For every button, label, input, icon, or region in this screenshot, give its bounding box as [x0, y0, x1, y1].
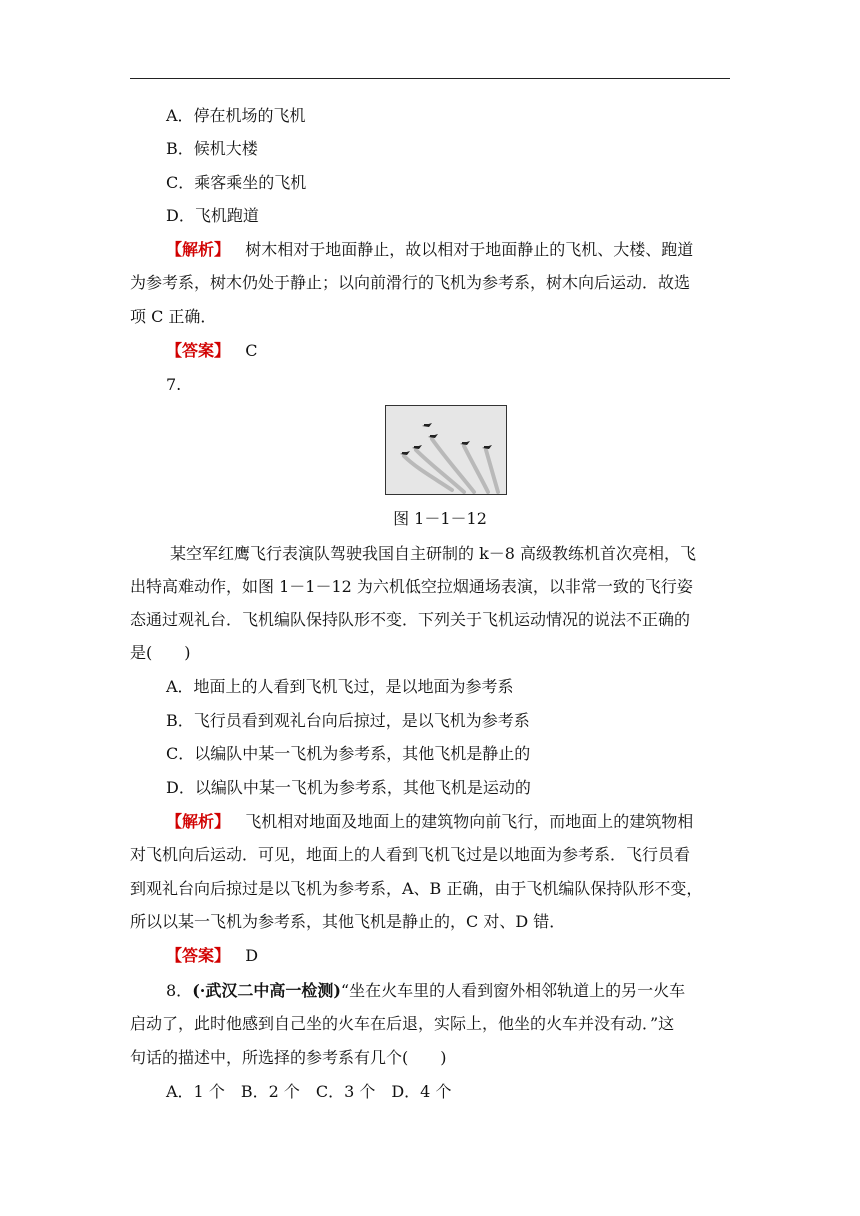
q8-options-line: A．1 个 B．2 个 C．3 个 D．4 个: [166, 1082, 452, 1101]
q7-answer: D: [245, 946, 259, 965]
q7-stem-line-2: 出特高难动作，如图 1－1－12 为六机低空拉烟通场表演，以非常一致的飞行姿: [130, 577, 693, 596]
q7-stem-line-1: 某空军红鹰飞行表演队驾驶我国自主研制的 k－8 高级教练机首次亮相，飞: [170, 544, 697, 563]
q6-option-a: A．停在机场的飞机: [166, 106, 306, 125]
q7-analysis-tag: 【解析】: [166, 812, 231, 831]
q7-option-d: D．以编队中某一飞机为参考系，其他飞机是运动的: [166, 778, 531, 797]
q7-analysis-line-1: 飞机相对地面及地面上的建筑物向前飞行，而地面上的建筑物相: [245, 812, 694, 831]
formation-flight-figure: [385, 405, 507, 495]
q6-analysis-line-1: 树木相对于地面静止，故以相对于地面静止的飞机、大楼、跑道: [245, 240, 694, 259]
jets-smoke-trail-image: [386, 406, 506, 494]
q8-stem-first-line: [166, 980, 685, 1002]
q6-analysis-tag: 【解析】: [166, 240, 231, 259]
q7-analysis-line-3: 到观礼台向后掠过是以飞机为参考系，A、B 正确，由于飞机编队保持队形不变，: [130, 879, 703, 898]
q6-option-c: C．乘客乘坐的飞机: [166, 173, 307, 192]
q7-number: 7.: [166, 375, 182, 394]
q7-stem-line-3: 态通过观礼台．飞机编队保持队形不变．下列关于飞机运动情况的说法不正确的: [130, 610, 691, 629]
q6-answer: C: [245, 341, 258, 360]
q7-analysis-line-2: 对飞机向后运动．可见，地面上的人看到飞机飞过是以地面为参考系．飞行员看: [130, 845, 691, 864]
q8-stem-line-3: 句话的描述中，所选择的参考系有几个( ): [130, 1048, 447, 1067]
q7-analysis-first-line: [166, 811, 693, 833]
q6-analysis-line-2: 为参考系，树木仍处于静止；以向前滑行的飞机为参考系，树木向后运动．故选: [130, 273, 691, 292]
q7-answer-tag: 【答案】: [166, 946, 231, 965]
q7-stem-line-4: 是( ): [130, 643, 191, 662]
header-rule: [130, 78, 730, 79]
q7-answer-line: [166, 945, 258, 967]
q8-source: (·武汉二中高一检测): [192, 981, 341, 1000]
q6-option-b: B．候机大楼: [166, 139, 258, 158]
q6-answer-tag: 【答案】: [166, 341, 231, 360]
q7-option-c: C．以编队中某一飞机为参考系，其他飞机是静止的: [166, 744, 531, 763]
q7-option-b: B．飞行员看到观礼台向后掠过，是以飞机为参考系: [166, 711, 530, 730]
q6-option-d: D．飞机跑道: [166, 206, 259, 225]
q6-answer-line: [166, 340, 258, 362]
q6-analysis-first-line: [166, 239, 693, 261]
q8-stem-line-2: 启动了，此时他感到自己坐的火车在后退，实际上，他坐的火车并没有动．”这: [130, 1014, 675, 1033]
q8-number: 8．: [166, 981, 193, 1000]
q6-analysis-line-3: 项 C 正确．: [130, 307, 217, 326]
q8-stem-first: “坐在火车里的人看到窗外相邻轨道上的另一火车: [340, 981, 686, 1000]
q7-analysis-line-4: 所以以某一飞机为参考系，其他飞机是静止的，C 对、D 错．: [130, 912, 566, 931]
q7-option-a: A．地面上的人看到飞机飞过，是以地面为参考系: [166, 677, 514, 696]
q7-figure-caption: 图 1－1－12: [393, 509, 487, 528]
